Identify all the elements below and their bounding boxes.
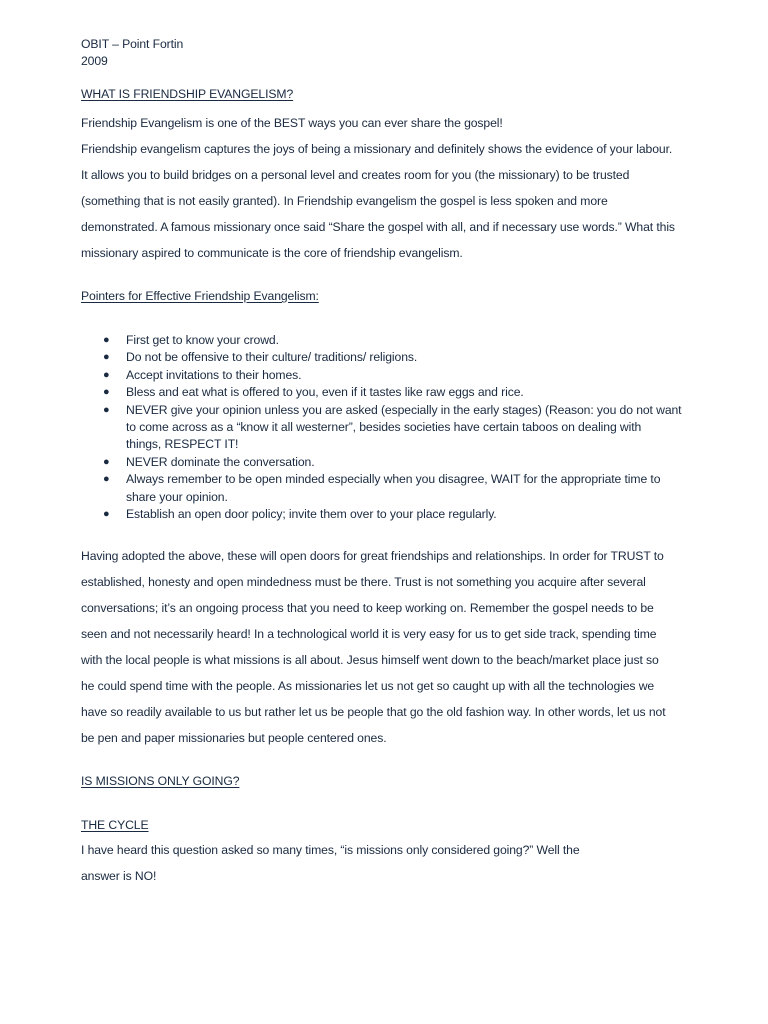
list-item (81, 384, 728, 401)
bullet-icon: ● (103, 403, 110, 416)
cycle-paragraph (81, 837, 728, 889)
paragraph-line: Having adopted the above, these will open doors for great friendships and relationships. In order for TRUST to (81, 549, 664, 564)
paragraph-line: answer is NO! (81, 869, 157, 884)
paragraph-line: he could spend time with the people. As missionaries let us not get so caught up with all the technologies we (81, 679, 655, 694)
heading-what-is-friendship-evangelism: WHAT IS FRIENDSHIP EVANGELISM? (81, 87, 294, 101)
bullet-icon: ● (103, 351, 110, 364)
paragraph-line: Friendship evangelism captures the joys of being a missionary and definitely shows the evidence of your labour. (81, 142, 673, 156)
pointers-list (81, 332, 728, 523)
adoption-paragraph (81, 543, 728, 751)
paragraph-line: have so readily available to us but rather let us be people that go the old fashion way. In other words, let us not (81, 705, 666, 720)
heading-pointers: Pointers for Effective Friendship Evangelism: (81, 289, 319, 303)
list-item-text: to come across as a “know it all westerner”, besides societies have certain taboos on dealing with (126, 420, 642, 435)
header-year-line: 2009 (81, 54, 108, 68)
list-item-text: share your opinion. (126, 489, 228, 504)
heading-the-cycle: THE CYCLE (81, 818, 149, 833)
list-item-text: Always remember to be open minded especially when you disagree, WAIT for the appropriate time to (126, 472, 661, 487)
document-header (81, 36, 728, 70)
list-item (81, 367, 728, 384)
bullet-icon: ● (103, 334, 110, 346)
bullet-icon: ● (103, 473, 110, 486)
paragraph-line: missionary aspired to communicate is the core of friendship evangelism. (81, 246, 463, 260)
bullet-icon: ● (103, 386, 110, 399)
list-item-text: Establish an open door policy; invite them over to your place regularly. (126, 507, 497, 522)
paragraph-line: be pen and paper missionaries but people centered ones. (81, 731, 387, 746)
paragraph-line: established, honesty and open mindedness must be there. Trust is not something you acquire after several (81, 575, 646, 590)
list-item-text: First get to know your crowd. (126, 333, 279, 347)
paragraph-line: conversations; it’s an ongoing process that you need to keep working on. Remember the gospel needs to be (81, 601, 654, 616)
list-item-text: NEVER give your opinion unless you are asked (especially in the early stages) (Reason: you do not want (126, 402, 682, 417)
intro-line (81, 110, 728, 136)
paragraph-line: seen and not necessarily heard! In a technological world it is very easy for us to get side track, spending time (81, 627, 657, 642)
list-item-text: Bless and eat what is offered to you, even if it tastes like raw eggs and rice. (126, 385, 524, 400)
list-item-text: things, RESPECT IT! (126, 437, 239, 452)
list-item (81, 332, 728, 349)
header-org-line: OBIT – Point Fortin (81, 37, 184, 51)
paragraph-line: demonstrated. A famous missionary once said “Share the gospel with all, and if necessary use words.” What this (81, 220, 675, 234)
list-item-text: Do not be offensive to their culture/ traditions/ religions. (126, 350, 418, 365)
bullet-icon: ● (103, 455, 110, 468)
list-item (81, 402, 728, 454)
bullet-icon: ● (103, 508, 110, 521)
paragraph-line: I have heard this question asked so many times, “is missions only considered going?” Well the (81, 843, 580, 858)
paragraph-line: It allows you to build bridges on a personal level and creates room for you (the missionary) to be trusted (81, 168, 630, 182)
list-item-text: Accept invitations to their homes. (126, 367, 302, 382)
list-item (81, 454, 728, 471)
list-item (81, 506, 728, 523)
intro-line-text: Friendship Evangelism is one of the BEST ways you can ever share the gospel! (81, 116, 503, 130)
paragraph-line: with the local people is what missions is all about. Jesus himself went down to the beach/market place just so (81, 653, 659, 668)
list-item (81, 471, 728, 506)
paragraph-line: (something that is not easily granted). In Friendship evangelism the gospel is less spoken and more (81, 194, 608, 208)
bullet-icon: ● (103, 368, 110, 381)
heading-is-missions-only-going: IS MISSIONS ONLY GOING? (81, 774, 240, 789)
intro-paragraph (81, 136, 728, 266)
list-item (81, 349, 728, 366)
list-item-text: NEVER dominate the conversation. (126, 454, 315, 469)
